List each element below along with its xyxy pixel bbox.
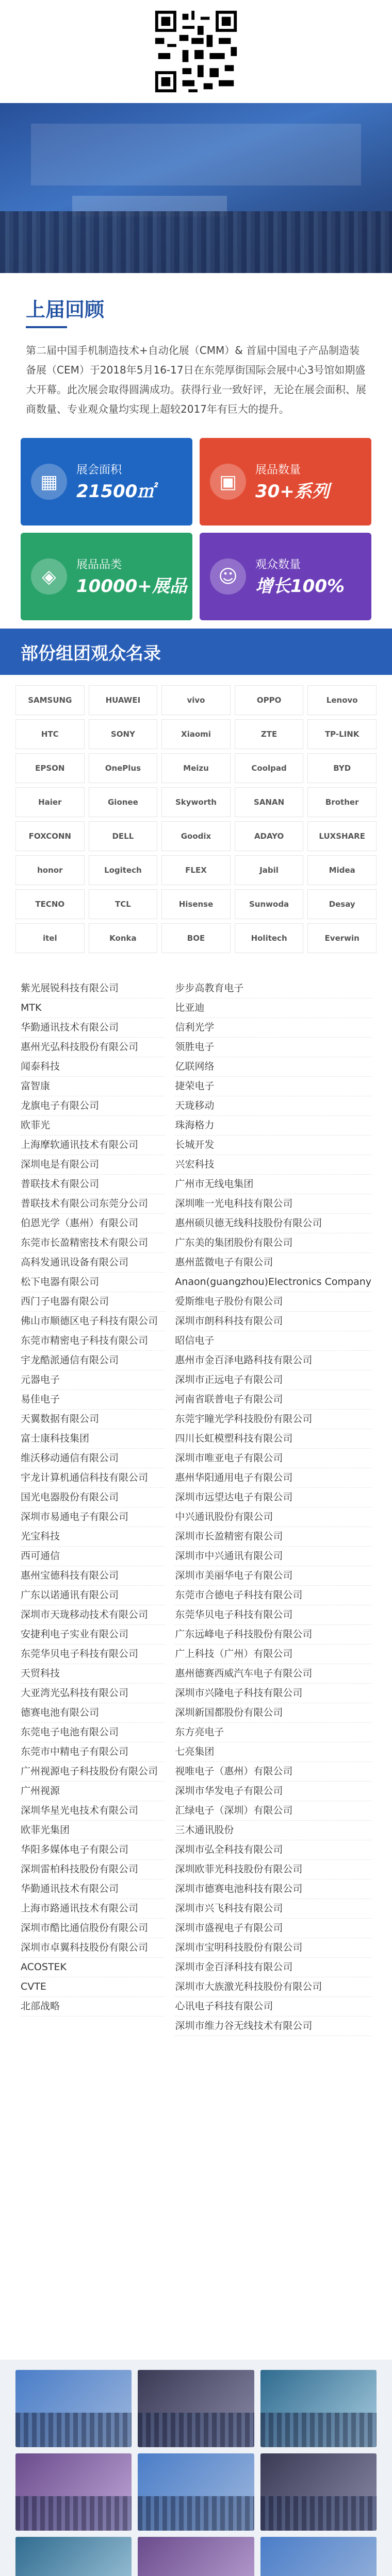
company-list-item: 松下电器有限公司 xyxy=(21,1273,165,1292)
brand-logo: Meizu xyxy=(161,753,231,783)
company-list-item: 龙旗电子有限公司 xyxy=(21,1096,165,1116)
brand-logo: ZTE xyxy=(235,719,304,749)
company-list-left xyxy=(21,979,165,2349)
company-list-item: 河南省联普电子有限公司 xyxy=(175,1390,371,1410)
hero-banner xyxy=(31,124,361,185)
brand-logo: vivo xyxy=(161,685,231,715)
stat-value: 30+系列 xyxy=(255,481,330,502)
brand-logo: Hisense xyxy=(161,889,231,919)
brand-logo: itel xyxy=(15,923,85,953)
brand-logo: Goodix xyxy=(161,821,231,851)
company-list-item: 天贸科技 xyxy=(21,1664,165,1684)
company-list-item: 佛山市顺德区电子科技有限公司 xyxy=(21,1312,165,1331)
brand-logo: SONY xyxy=(89,719,158,749)
company-list-item: 东莞市长盈精密技术有限公司 xyxy=(21,1233,165,1253)
company-list-item: 安捷利电子实业有限公司 xyxy=(21,1625,165,1645)
company-list-item: CVTE xyxy=(21,1977,165,1997)
stat-value: 增长100% xyxy=(255,576,345,597)
box-icon: ▣ xyxy=(210,464,246,500)
brand-logo: Logitech xyxy=(89,855,158,885)
brand-logo: TP-LINK xyxy=(307,719,377,749)
company-list-item: 华勤通讯技术有限公司 xyxy=(21,1879,165,1899)
company-list-item: 东方亮电子 xyxy=(175,1723,371,1742)
brand-logo: BOE xyxy=(161,923,231,953)
stat-label: 展品数量 xyxy=(255,464,301,477)
brand-logo: Jabil xyxy=(235,855,304,885)
company-list-item: 亿联网络 xyxy=(175,1057,371,1077)
company-list-item: 上海市路通讯技术有限公司 xyxy=(21,1899,165,1919)
company-list-item: 深圳市酷比通信股份有限公司 xyxy=(21,1919,165,1938)
company-list-item: 维沃移动通信有限公司 xyxy=(21,1449,165,1468)
company-list-item: 惠州硕贝德无线科技股份有限公司 xyxy=(175,1214,371,1233)
company-list-item: 深圳电是有限公司 xyxy=(21,1155,165,1175)
company-list-item: 深圳市美丽华电子有限公司 xyxy=(175,1566,371,1586)
brand-logo: Skyworth xyxy=(161,787,231,817)
area-icon: ▦ xyxy=(31,464,67,500)
company-list-item: 深圳市兴飞科技有限公司 xyxy=(175,1899,371,1919)
company-list-item: 惠州光弘科技股份有限公司 xyxy=(21,1038,165,1057)
stat-label: 展品品类 xyxy=(76,558,122,571)
company-list-right xyxy=(175,979,371,2349)
company-list-item: 爱斯维电子股份有限公司 xyxy=(175,1292,371,1312)
brand-logo: LUXSHARE xyxy=(307,821,377,851)
company-list-item: 高科发通讯设备有限公司 xyxy=(21,1253,165,1273)
company-list-item: 普联技术有限公司 xyxy=(21,1175,165,1194)
company-list-item: 西门子电器有限公司 xyxy=(21,1292,165,1312)
stats-grid xyxy=(0,433,392,629)
company-list-item: 东莞华贝电子科技有限公司 xyxy=(21,1645,165,1664)
company-list-item: 广州视源电子科技股份有限公司 xyxy=(21,1762,165,1782)
company-list-item: 惠州蓝微电子有限公司 xyxy=(175,1253,371,1273)
brand-logo: OPPO xyxy=(235,685,304,715)
photo-wall xyxy=(0,2360,392,2576)
event-photo xyxy=(138,2537,254,2576)
stat-area xyxy=(21,438,192,526)
audience-header xyxy=(0,629,392,675)
brand-logo: SANAN xyxy=(235,787,304,817)
company-list-item: 天翼数据有限公司 xyxy=(21,1410,165,1429)
brand-logo: Gionee xyxy=(89,787,158,817)
intro-text: 第二届中国手机制造技术+自动化展（CMM）& 首届中国电子产品制造装备展（CEM）于2018年5月16-17日在东莞厚街国际会展中心3号馆如期盛大开幕。此次展会取得圆满成功。获得行业一致好评，无论在展会面积、展商数量、专业观众量均实现上超较2017年有巨大的提升。 xyxy=(26,344,366,415)
brand-logo: Midea xyxy=(307,855,377,885)
company-list-item: 长城开发 xyxy=(175,1136,371,1155)
stat-value: 21500㎡ xyxy=(76,481,155,502)
event-photo xyxy=(138,2370,254,2447)
company-list-item: 深圳市金百泽科技有限公司 xyxy=(175,1958,371,1977)
company-lists xyxy=(0,969,392,2360)
company-list-item: 深圳新国都股份有限公司 xyxy=(175,1703,371,1723)
tag-icon: ◈ xyxy=(31,558,67,595)
brand-logo: Brother xyxy=(307,787,377,817)
company-list-item: 深圳市卓翼科技股份有限公司 xyxy=(21,1938,165,1958)
company-list-item: 深圳市宝明科技股份有限公司 xyxy=(175,1938,371,1958)
brand-logo: OnePlus xyxy=(89,753,158,783)
company-list-item: 富士康科技集团 xyxy=(21,1429,165,1449)
company-list-item: ACOSTEK xyxy=(21,1958,165,1977)
brand-logo: honor xyxy=(15,855,85,885)
company-list-item: 深圳市大族激光科技股份有限公司 xyxy=(175,1977,371,1997)
brand-logo: FOXCONN xyxy=(15,821,85,851)
company-list-item: 深圳市长盈精密有限公司 xyxy=(175,1527,371,1547)
company-list-item: 深圳市朗科科技有限公司 xyxy=(175,1312,371,1331)
company-list-item: 东莞市合德电子科技有限公司 xyxy=(175,1586,371,1605)
company-list-item: 紫光展锐科技有限公司 xyxy=(21,979,165,998)
company-list-item: 深圳市唯亚电子有限公司 xyxy=(175,1449,371,1468)
stat-categories xyxy=(21,533,192,620)
company-list-item: 广东远峰电子科技股份有限公司 xyxy=(175,1625,371,1645)
company-list-item: 华阳多媒体电子有限公司 xyxy=(21,1840,165,1860)
stat-value: 10000+展品 xyxy=(76,576,187,597)
brand-logo: Coolpad xyxy=(235,753,304,783)
brand-logo: SAMSUNG xyxy=(15,685,85,715)
brand-logo: Haier xyxy=(15,787,85,817)
company-list-item: 普联技术有限公司东莞分公司 xyxy=(21,1194,165,1214)
people-icon: ☺ xyxy=(210,558,246,595)
event-photo xyxy=(15,2453,132,2531)
company-list-item: 广州视源 xyxy=(21,1782,165,1801)
company-list-item: 信利光学 xyxy=(175,1018,371,1038)
company-list-item: 深圳市盛视电子有限公司 xyxy=(175,1919,371,1938)
logo-grid xyxy=(0,675,392,969)
company-list-item: 广上科技（广州）有限公司 xyxy=(175,1645,371,1664)
company-list-item: 昭信电子 xyxy=(175,1331,371,1351)
company-list-item: 中兴通讯股份有限公司 xyxy=(175,1507,371,1527)
company-list-item: 闻泰科技 xyxy=(21,1057,165,1077)
brand-logo: HUAWEI xyxy=(89,685,158,715)
company-list-item: 欧菲光 xyxy=(21,1116,165,1136)
company-list-item: 三木通讯股份 xyxy=(175,1821,371,1840)
brand-logo: Desay xyxy=(307,889,377,919)
company-list-item: 富智康 xyxy=(21,1077,165,1096)
company-list-item: 深圳市远望达电子有限公司 xyxy=(175,1488,371,1507)
intro-title: 上届回顾 xyxy=(26,298,105,321)
brand-logo: HTC xyxy=(15,719,85,749)
company-list-item: 光宝科技 xyxy=(21,1527,165,1547)
company-list-item: 元器电子 xyxy=(21,1370,165,1390)
company-list-item: 东莞市中精电子有限公司 xyxy=(21,1742,165,1762)
company-list-item: Anaon(guangzhou)Electronics Company xyxy=(175,1273,371,1292)
stat-label: 展会面积 xyxy=(76,464,122,477)
stat-visitors xyxy=(200,533,371,620)
company-list-item: 广东以诺通讯有限公司 xyxy=(21,1586,165,1605)
brand-logo: BYD xyxy=(307,753,377,783)
company-list-item: 深圳市易通电子有限公司 xyxy=(21,1507,165,1527)
company-list-item: 惠州华阳通用电子有限公司 xyxy=(175,1468,371,1488)
event-photo xyxy=(15,2537,132,2576)
qr-code-icon xyxy=(152,8,240,95)
company-list-item: 北部战略 xyxy=(21,1997,165,2016)
event-photo xyxy=(260,2453,377,2531)
event-photo xyxy=(260,2537,377,2576)
company-list-item: 深圳唯一光电科技有限公司 xyxy=(175,1194,371,1214)
audience-title: 部份组团观众名录 xyxy=(21,643,161,664)
brand-logo: FLEX xyxy=(161,855,231,885)
company-list-item: 深圳市维力谷无线技术有限公司 xyxy=(175,2016,371,2036)
company-list-item: 深圳雷柏科技股份有限公司 xyxy=(21,1860,165,1879)
company-list-item: 惠州德赛西威汽车电子有限公司 xyxy=(175,1664,371,1684)
company-list-item: 珠海格力 xyxy=(175,1116,371,1136)
stat-exhibits xyxy=(200,438,371,526)
event-photo xyxy=(15,2370,132,2447)
company-list-item: 大亚湾光弘科技有限公司 xyxy=(21,1684,165,1703)
company-list-item: 广东美的集团股份有限公司 xyxy=(175,1233,371,1253)
intro-title-underline xyxy=(26,326,67,328)
brand-logo: ADAYO xyxy=(235,821,304,851)
company-list-item: 深圳市弘全科技有限公司 xyxy=(175,1840,371,1860)
company-list-item: 深圳欧菲光科技股份有限公司 xyxy=(175,1860,371,1879)
company-list-item: 易佳电子 xyxy=(21,1390,165,1410)
company-list-item: 深圳市兴隆电子科技有限公司 xyxy=(175,1684,371,1703)
hero-photo xyxy=(0,103,392,273)
company-list-item: 视唯电子（惠州）有限公司 xyxy=(175,1762,371,1782)
company-list-item: 深圳市德赛电池科技有限公司 xyxy=(175,1879,371,1899)
company-list-item: 惠州宝德科技有限公司 xyxy=(21,1566,165,1586)
company-list-item: 德赛电池有限公司 xyxy=(21,1703,165,1723)
company-list-item: 捷荣电子 xyxy=(175,1077,371,1096)
company-list-item: 领胜电子 xyxy=(175,1038,371,1057)
company-list-item: 东莞宇瞳光学科技股份有限公司 xyxy=(175,1410,371,1429)
company-list-item: 东莞电子电池有限公司 xyxy=(21,1723,165,1742)
company-list-item: 东莞市精密电子科技有限公司 xyxy=(21,1331,165,1351)
brand-logo: EPSON xyxy=(15,753,85,783)
brand-logo: Everwin xyxy=(307,923,377,953)
company-list-item: 兴宏科技 xyxy=(175,1155,371,1175)
company-list-item: 深圳市华发电子有限公司 xyxy=(175,1782,371,1801)
hero-crowd xyxy=(0,211,392,273)
company-list-item: 四川长虹模塑科技有限公司 xyxy=(175,1429,371,1449)
company-list-item: 比亚迪 xyxy=(175,998,371,1018)
company-list-item: 华勤通讯技术有限公司 xyxy=(21,1018,165,1038)
company-list-item: 伯恩光学（惠州）有限公司 xyxy=(21,1214,165,1233)
brand-logo: Konka xyxy=(89,923,158,953)
company-list-item: 宇龙计算机通信科技有限公司 xyxy=(21,1468,165,1488)
brand-logo: Lenovo xyxy=(307,685,377,715)
company-list-item: 惠州市金百泽电路科技有限公司 xyxy=(175,1351,371,1370)
company-list-item: 深圳市正远电子有限公司 xyxy=(175,1370,371,1390)
company-list-item: 东莞华贝电子科技有限公司 xyxy=(175,1605,371,1625)
company-list-item: 汇绿电子（深圳）有限公司 xyxy=(175,1801,371,1821)
brand-logo: Holitech xyxy=(235,923,304,953)
event-photo xyxy=(260,2370,377,2447)
brand-logo: TECNO xyxy=(15,889,85,919)
brand-logo: TCL xyxy=(89,889,158,919)
company-list-item: 深圳市天珑移动技术有限公司 xyxy=(21,1605,165,1625)
company-list-item: MTK xyxy=(21,998,165,1018)
company-list-item: 宇龙酷派通信有限公司 xyxy=(21,1351,165,1370)
company-list-item: 广州市无线电集团 xyxy=(175,1175,371,1194)
qr-section xyxy=(0,0,392,103)
company-list-item: 国光电器股份有限公司 xyxy=(21,1488,165,1507)
event-photo xyxy=(138,2453,254,2531)
intro-section xyxy=(0,273,392,433)
company-list-item: 天珑移动 xyxy=(175,1096,371,1116)
company-list-item: 心讯电子科技有限公司 xyxy=(175,1997,371,2016)
brand-logo: Sunwoda xyxy=(235,889,304,919)
company-list-item: 上海摩软通讯技术有限公司 xyxy=(21,1136,165,1155)
company-list-item: 步步高教育电子 xyxy=(175,979,371,998)
stat-label: 观众数量 xyxy=(255,558,301,571)
brand-logo: Xiaomi xyxy=(161,719,231,749)
company-list-item: 深圳市中兴通讯有限公司 xyxy=(175,1547,371,1566)
brand-logo: DELL xyxy=(89,821,158,851)
company-list-item: 深圳华星光电技术有限公司 xyxy=(21,1801,165,1821)
company-list-item: 七亮集团 xyxy=(175,1742,371,1762)
company-list-item: 西可通信 xyxy=(21,1547,165,1566)
company-list-item: 欧菲光集团 xyxy=(21,1821,165,1840)
